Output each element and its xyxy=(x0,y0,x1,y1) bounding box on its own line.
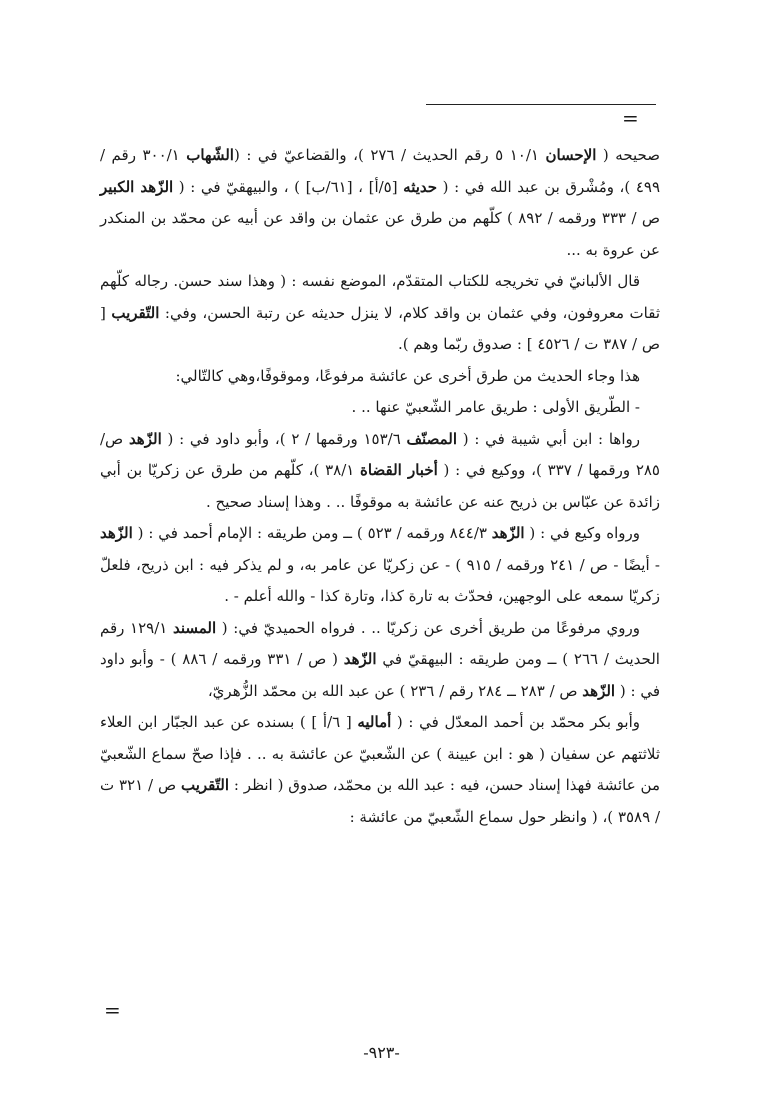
continuation-mark-top: = xyxy=(622,106,639,130)
text-run: ١٢٩/١ رقم الحديث / ٢٦٦ ) ــ ومن طريقه : البيهقيّ في xyxy=(100,618,660,668)
book-title-bold: أماليه xyxy=(357,713,392,731)
text-run: ص / ٣٢١ ت / ٣٥٨٩ )، ( وانظر حول سماع الشّعبيّ من عائشة : xyxy=(100,776,660,826)
text-run: ص / ٢٨٣ ــ ٢٨٤ رقم / ٢٣٦ ) عن عبد الله بن محمّد الزُّهريّ، xyxy=(207,681,583,700)
text-run: [٥/أ] ، [٦١/ب] ) ، والبيهقيّ في : ( xyxy=(173,177,404,196)
book-title-bold: التّقريب xyxy=(111,303,160,322)
footnote-separator-rule xyxy=(426,104,656,105)
book-title-bold: الزّهد xyxy=(582,681,616,700)
paragraph xyxy=(100,518,660,613)
text-run: ٣٨/١ )، كلّهم من طرق عن زكريّا بن أبي زائدة عن عبّاس بن ذريح عنه عن عائشة به موقوفًا .. . وهذا إسناد صحيح . xyxy=(100,461,660,511)
text-run: رواها : ابن أبي شيبة في : ( xyxy=(457,429,640,448)
book-title-bold: المسند xyxy=(172,618,217,637)
paragraph xyxy=(100,266,660,361)
book-title-bold: الزّهد xyxy=(100,524,133,542)
text-run: ١٥٣/٦ ورقمها / ٢ )، وأبو داود في : ( xyxy=(161,429,407,448)
page-number: -٩٢٣- xyxy=(363,1043,400,1062)
text-run: ٣٠٠/١ رقم / ٤٩٩ )، ومُشْرق بن عبد الله في : ( xyxy=(100,146,661,196)
text-run: - أيضًا - ص / ٢٤١ ورقمه / ٩١٥ ) - عن زكريّا عن عامر به، و لم يذكر فيه : ابن ذريح، فلعلّ زكريّا سمعه على الوجهين، فحدّث به تارة كذا، وتارة كذا - والله أعلم - . xyxy=(100,555,660,605)
text-run: قال الألبانيّ في تخريجه للكتاب المتقدّم، الموضع نفسه : ( وهذا سند حسن. رجاله كلّهم ثقات معروفون، وفي عثمان بن واقد كلام، لا ينزل حديثه عن رتبة الحسن، وفي: xyxy=(100,272,661,322)
paragraph xyxy=(100,613,660,708)
book-title-bold: التّقريب xyxy=(180,776,230,794)
text-run: - الطّريق الأولى : طريق عامر الشّعبيّ عنها .. . xyxy=(351,398,640,416)
book-title-bold: الشّهاب xyxy=(186,146,234,164)
book-title-bold: الإحسان xyxy=(545,146,597,164)
footnote-text-block xyxy=(100,140,660,833)
book-title-bold: الزّهد xyxy=(491,524,525,542)
text-run: [ ص / ٣٨٧ ت / ٤٥٢٦ ] : صدوق ربّما وهم ). xyxy=(100,303,660,353)
book-title-bold: المصنّف xyxy=(406,429,458,448)
text-run: وروي مرفوعًا من طريق أخرى عن زكريّا .. . فرواه الحميديّ في: ( xyxy=(216,618,640,637)
continuation-mark-bottom: = xyxy=(104,998,121,1022)
text-run: ص/ ٢٨٥ ورقمها / ٣٣٧ )، ووكيع في : ( xyxy=(100,429,660,479)
text-run: ٨٤٤/٣ ورقمه / ٥٢٣ ) ــ ومن طريقه : الإمام أحمد في : ( xyxy=(132,524,492,542)
text-run: هذا وجاء الحديث من طرق أخرى عن عائشة مرفوعًا، وموقوفًا،وهي كالتّالي: xyxy=(175,366,640,385)
book-title-bold: حديثه xyxy=(403,177,438,196)
book-title-bold: الزّهد xyxy=(128,429,162,448)
book-title-bold: الزّهد الكبير xyxy=(100,177,174,196)
text-run: ورواه وكيع في : ( xyxy=(524,524,640,542)
text-run: ص / ٣٣٣ ورقمه / ٨٩٢ ) كلّهم من طرق عن عثمان بن واقد عن أبيه عن محمّد بن المنكدر عن عروة به ... xyxy=(100,209,660,259)
paragraph xyxy=(100,361,660,393)
text-run: صحيحه ( xyxy=(596,146,660,164)
paragraph xyxy=(100,424,660,519)
paragraph xyxy=(100,140,660,266)
text-run: [ ٦/أ ] ) بسنده عن عبد الجبّار ابن العلاء ثلاثتهم عن سفيان ( هو : ابن عيينة ) عن الشّعبيّ عن عائشة به .. . فإذا صحّ سماع الشّعبيّ من عائشة فهذا إسناد حسن، فيه : عبد الله بن محمّد، صدوق ( انظر : xyxy=(100,713,661,794)
book-title-bold: الزّهد xyxy=(343,650,377,668)
book-title-bold: أخبار القضاة xyxy=(360,461,438,479)
paragraph xyxy=(100,392,660,424)
text-run: وأبو بكر محمّد بن أحمد المعدّل في : ( xyxy=(391,713,641,731)
text-run: ١٠/١ ٥ رقم الحديث / ٢٧٦ )، والقضاعيّ في : ( xyxy=(233,146,546,164)
paragraph xyxy=(100,707,660,833)
text-run: ( ص / ٣٣١ ورقمه / ٨٨٦ ) - وأبو داود في : ( xyxy=(100,650,660,700)
